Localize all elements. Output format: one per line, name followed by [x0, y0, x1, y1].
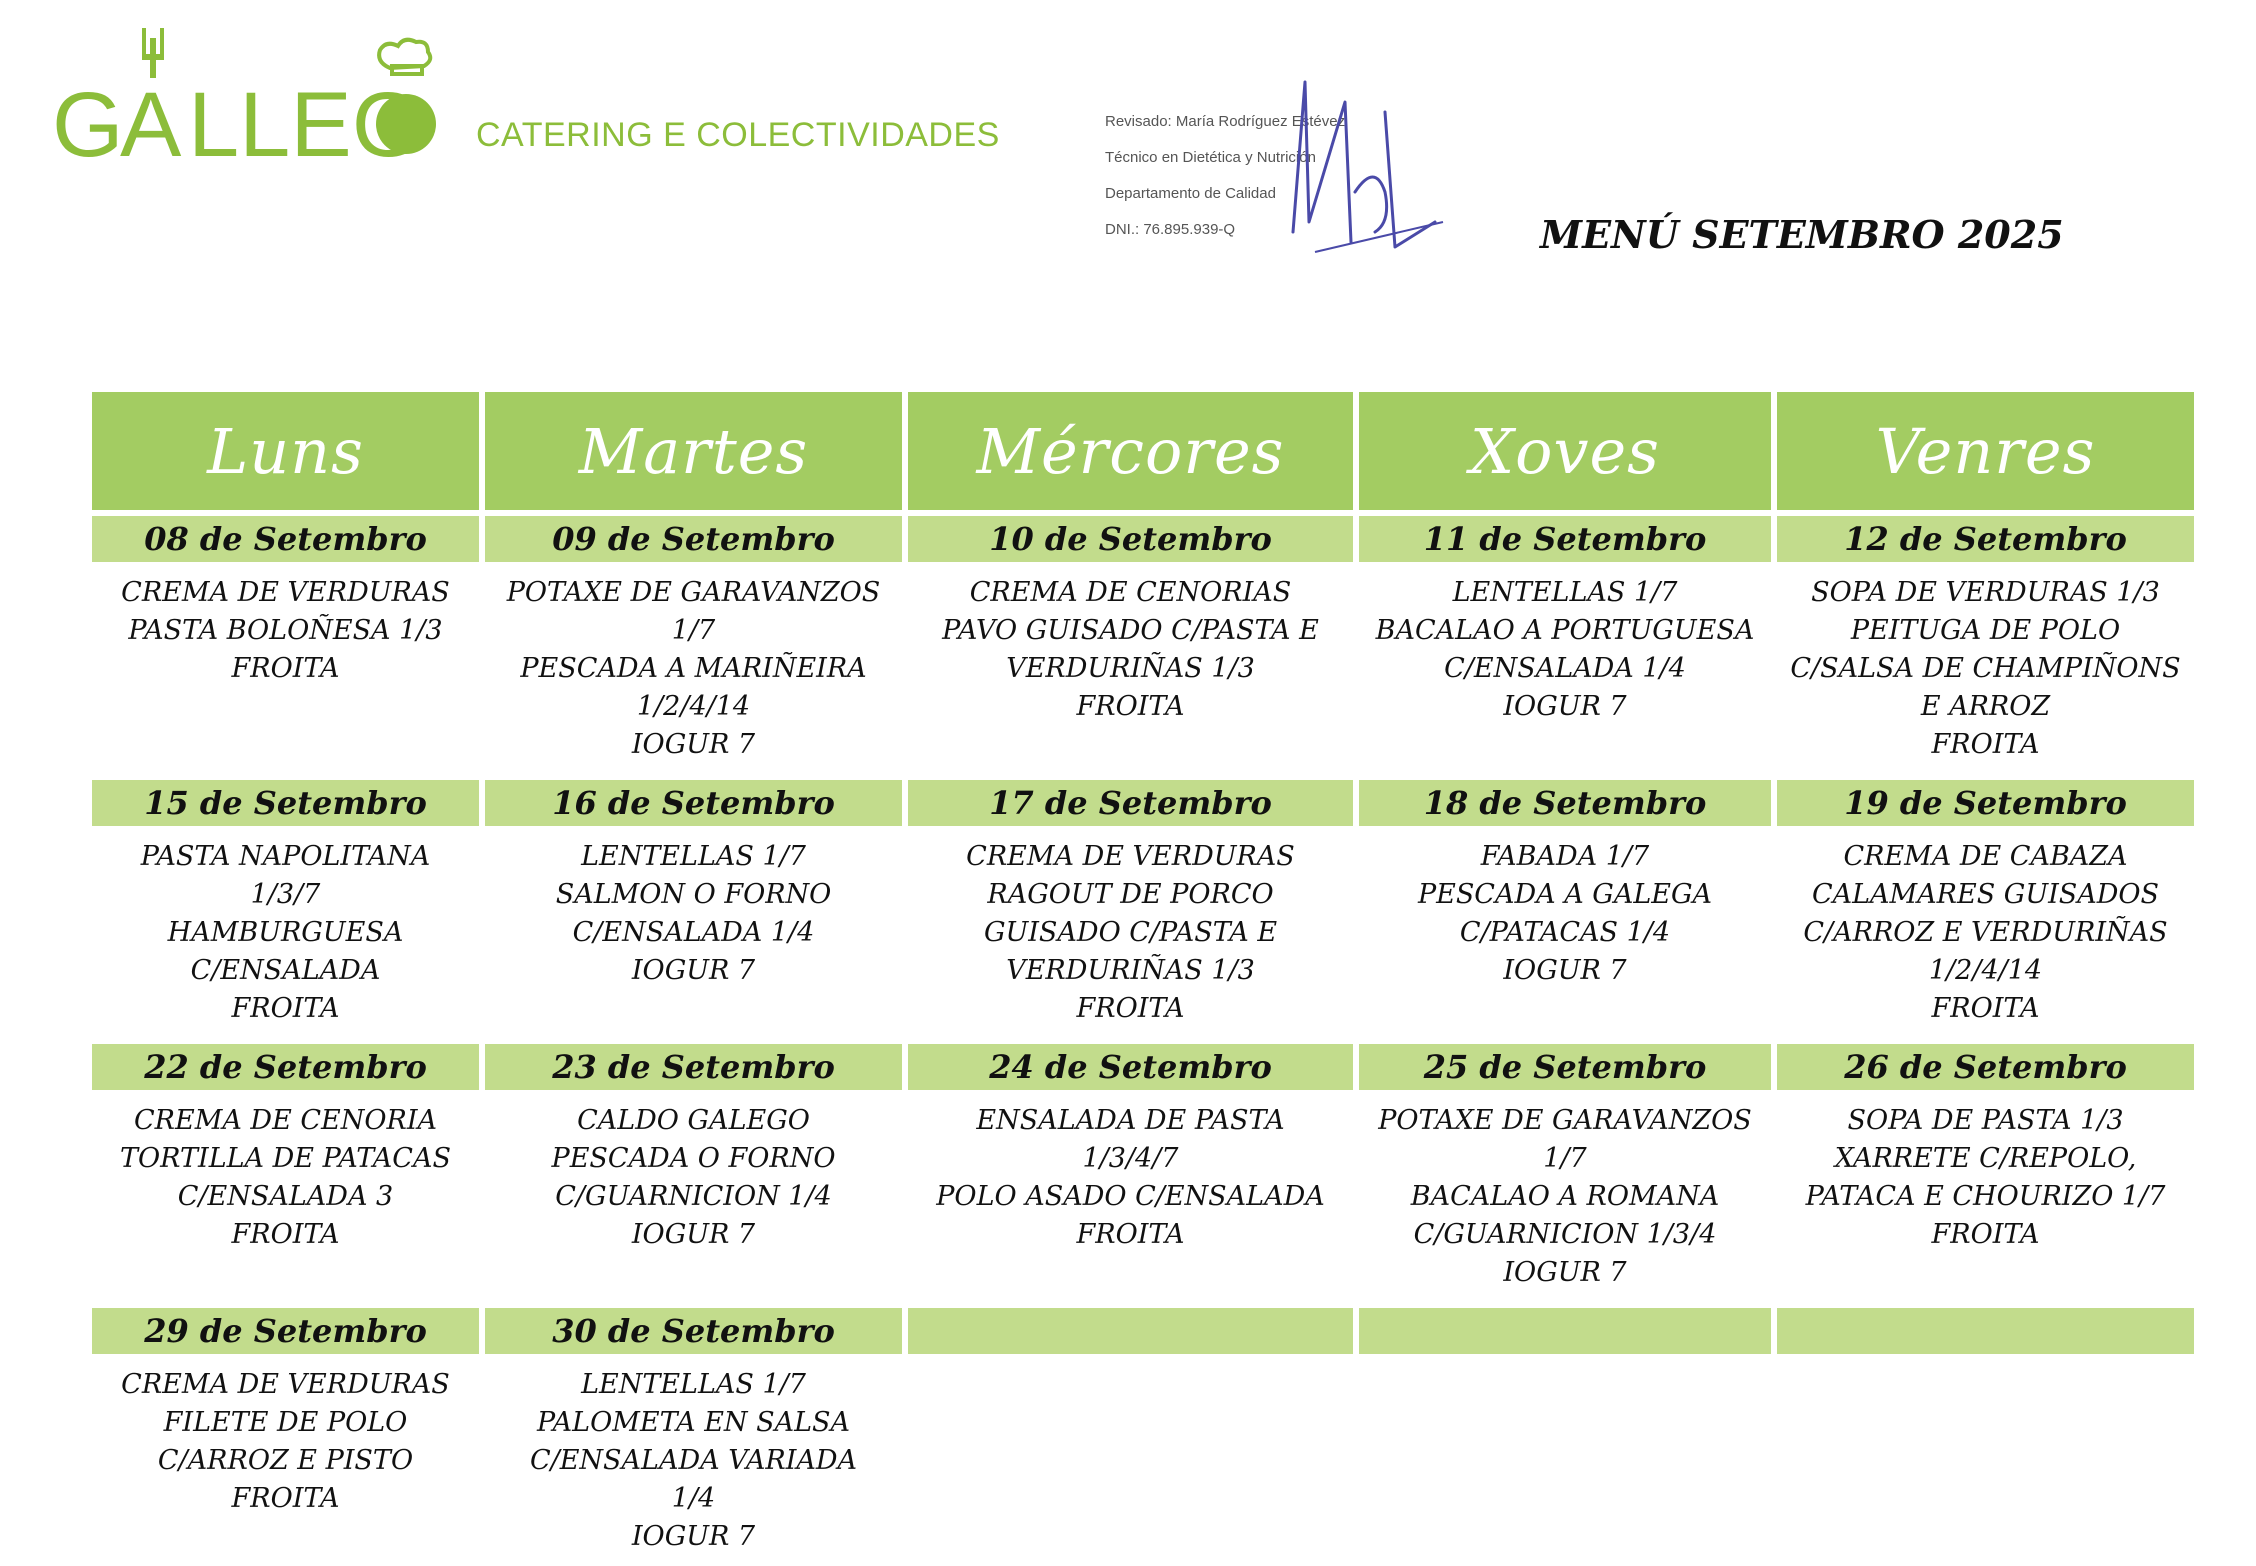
- menu-cell: [908, 832, 1353, 1038]
- menu-item: E ARROZ: [1920, 691, 2051, 722]
- menu-item: ENSALADA DE PASTA: [976, 1105, 1285, 1136]
- menu-cell: [908, 568, 1353, 774]
- menu-item: IOGUR 7: [631, 955, 756, 986]
- menu-item: C/ENSALADA 1/4: [1444, 653, 1686, 684]
- menu-cell: [1777, 568, 2194, 774]
- menu-item: C/ENSALADA 1/4: [572, 917, 815, 948]
- menu-cell-empty: [1777, 1360, 2194, 1566]
- menu-item: VERDURIÑAS 1/3: [1006, 955, 1255, 986]
- menu-item: C/SALSA DE CHAMPIÑONS: [1790, 653, 2181, 684]
- date-bar: 10 de Setembro: [908, 516, 1353, 562]
- date-bar: 17 de Setembro: [908, 780, 1353, 826]
- gallego-logo: [50, 28, 450, 158]
- menu-cell: [908, 1096, 1353, 1302]
- menu-item: PESCADA A MARIÑEIRA: [520, 653, 867, 684]
- menu-item: CREMA DE VERDURAS: [966, 841, 1295, 872]
- menu-cell: [1777, 1096, 2194, 1302]
- menu-item: CALAMARES GUISADOS: [1811, 879, 2160, 910]
- menu-title: MENÚ SETEMBRO 2025: [1540, 212, 2064, 257]
- menu-item: XARRETE C/REPOLO,: [1834, 1143, 2137, 1174]
- menu-item: 1/3/7: [250, 879, 321, 910]
- reviewer-dni: DNI.: 76.895.939-Q: [1105, 221, 1236, 238]
- menu-item: C/ENSALADA 3: [177, 1181, 394, 1212]
- signature-icon: [1285, 72, 1445, 257]
- date-bar: 22 de Setembro: [92, 1044, 479, 1090]
- menu-item: LENTELLAS 1/7: [581, 1369, 806, 1400]
- menu-item: 1/2/4/14: [636, 691, 751, 722]
- menu-cell-empty: [908, 1360, 1353, 1566]
- date-bar: 19 de Setembro: [1777, 780, 2194, 826]
- menu-item: FROITA: [1931, 993, 2040, 1024]
- menu-item: SALMON O FORNO: [555, 879, 832, 910]
- date-bar-empty: [1777, 1308, 2194, 1354]
- date-bar: 12 de Setembro: [1777, 516, 2194, 562]
- menu-item: CREMA DE VERDURAS: [121, 577, 450, 608]
- menu-item: HAMBURGUESA: [167, 917, 404, 948]
- menu-item: FROITA: [1076, 1219, 1185, 1250]
- menu-item: PALOMETA EN SALSA: [536, 1407, 851, 1438]
- menu-item: PASTA NAPOLITANA: [140, 841, 431, 872]
- reviewer-department: Departamento de Calidad: [1105, 185, 1276, 202]
- date-bar: 23 de Setembro: [485, 1044, 902, 1090]
- date-bar: 09 de Setembro: [485, 516, 902, 562]
- menu-item: POTAXE DE GARAVANZOS: [1378, 1105, 1752, 1136]
- svg-text:G: G: [52, 74, 124, 158]
- menu-cell-empty: [1359, 1360, 1771, 1566]
- menu-item: LENTELLAS 1/7: [1452, 577, 1678, 608]
- menu-item: CREMA DE CENORIAS: [969, 577, 1292, 608]
- menu-item: IOGUR 7: [631, 1521, 756, 1552]
- menu-item: PASTA BOLOÑESA 1/3: [128, 615, 443, 646]
- menu-cell: [92, 568, 479, 774]
- menu-item: FILETE DE POLO: [163, 1407, 408, 1438]
- menu-item: POLO ASADO C/ENSALADA: [936, 1181, 1325, 1212]
- date-bar: 16 de Setembro: [485, 780, 902, 826]
- date-bar: 30 de Setembro: [485, 1308, 902, 1354]
- menu-item: GUISADO C/PASTA E: [983, 917, 1278, 948]
- menu-item: C/ARROZ E VERDURIÑAS: [1803, 917, 2168, 948]
- date-bar: 11 de Setembro: [1359, 516, 1771, 562]
- logo-letters: [50, 28, 450, 158]
- menu-item: POTAXE DE GARAVANZOS: [506, 577, 881, 608]
- menu-item: PESCADA O FORNO: [551, 1143, 836, 1174]
- day-header-mercores: Mércores: [908, 392, 1353, 510]
- menu-item: 1/4: [671, 1483, 716, 1514]
- date-bar: 25 de Setembro: [1359, 1044, 1771, 1090]
- menu-item: CREMA DE CABAZA: [1843, 841, 2128, 872]
- tagline: CATERING E COLECTIVIDADES: [476, 116, 1000, 154]
- menu-item: CREMA DE CENORIA: [134, 1105, 437, 1136]
- svg-text:LLEG: LLEG: [188, 74, 424, 158]
- menu-item: SOPA DE PASTA 1/3: [1847, 1105, 2124, 1136]
- menu-cell: [485, 568, 902, 774]
- menu-item: RAGOUT DE PORCO: [987, 879, 1274, 910]
- menu-item: C/ENSALADA: [190, 955, 381, 986]
- menu-cell: [485, 832, 902, 1038]
- day-header-martes: Martes: [485, 392, 902, 510]
- menu-item: LENTELLAS 1/7: [581, 841, 806, 872]
- menu-item: FABADA 1/7: [1480, 841, 1650, 872]
- menu-cell: [1777, 832, 2194, 1038]
- date-bar-empty: [908, 1308, 1353, 1354]
- date-bar: 08 de Setembro: [92, 516, 479, 562]
- menu-item: IOGUR 7: [1503, 691, 1627, 722]
- menu-item: FROITA: [1931, 1219, 2040, 1250]
- menu-item: FROITA: [231, 1219, 340, 1250]
- day-header-venres: Venres: [1777, 392, 2194, 510]
- menu-item: IOGUR 7: [631, 1219, 756, 1250]
- menu-cell: [92, 832, 479, 1038]
- menu-item: IOGUR 7: [1503, 1257, 1627, 1288]
- page-header: [0, 0, 2256, 330]
- menu-item: PEITUGA DE POLO: [1850, 615, 2121, 646]
- menu-item: FROITA: [1076, 993, 1185, 1024]
- menu-item: PESCADA A GALEGA: [1417, 879, 1713, 910]
- menu-cell: [485, 1096, 902, 1302]
- menu-item: FROITA: [1931, 729, 2040, 760]
- menu-item: 1/7: [1543, 1143, 1587, 1174]
- date-bar: 18 de Setembro: [1359, 780, 1771, 826]
- menu-item: C/ARROZ E PISTO: [157, 1445, 414, 1476]
- menu-item: C/ENSALADA VARIADA: [529, 1445, 858, 1476]
- menu-grid: [92, 392, 2194, 1566]
- menu-cell: [1359, 832, 1771, 1038]
- menu-item: BACALAO A ROMANA: [1410, 1181, 1720, 1212]
- date-bar: 15 de Setembro: [92, 780, 479, 826]
- reviewer-role: Técnico en Dietética y Nutrición: [1105, 149, 1316, 166]
- day-header-xoves: Xoves: [1359, 392, 1771, 510]
- menu-item: FROITA: [231, 1483, 340, 1514]
- menu-item: IOGUR 7: [631, 729, 756, 760]
- menu-item: IOGUR 7: [1503, 955, 1627, 986]
- svg-text:A: A: [120, 74, 182, 158]
- menu-item: CALDO GALEGO: [577, 1105, 810, 1136]
- menu-item: CREMA DE VERDURAS: [121, 1369, 450, 1400]
- menu-item: FROITA: [231, 993, 340, 1024]
- day-header-luns: Luns: [92, 392, 479, 510]
- menu-item: BACALAO A PORTUGUESA: [1375, 615, 1755, 646]
- menu-item: FROITA: [231, 653, 340, 684]
- date-bar: 26 de Setembro: [1777, 1044, 2194, 1090]
- menu-item: C/GUARNICION 1/4: [555, 1181, 832, 1212]
- menu-cell: [1359, 1096, 1771, 1302]
- menu-item: TORTILLA DE PATACAS: [120, 1143, 451, 1174]
- menu-cell: [92, 1360, 479, 1566]
- menu-item: PAVO GUISADO C/PASTA E: [942, 615, 1319, 646]
- menu-cell: [1359, 568, 1771, 774]
- reviewer-name: Revisado: María Rodríguez Estévez: [1105, 113, 1346, 130]
- menu-item: 1/3/4/7: [1082, 1143, 1179, 1174]
- menu-item: SOPA DE VERDURAS 1/3: [1811, 577, 2160, 608]
- menu-item: FROITA: [1076, 691, 1185, 722]
- menu-item: VERDURIÑAS 1/3: [1006, 653, 1255, 684]
- menu-item: C/GUARNICION 1/3/4: [1413, 1219, 1717, 1250]
- menu-item: 1/2/4/14: [1928, 955, 2043, 986]
- menu-cell: [485, 1360, 902, 1566]
- menu-item: PATACA E CHOURIZO 1/7: [1805, 1181, 2166, 1212]
- date-bar: 24 de Setembro: [908, 1044, 1353, 1090]
- menu-item: 1/7: [671, 615, 716, 646]
- date-bar: 29 de Setembro: [92, 1308, 479, 1354]
- menu-item: C/PATACAS 1/4: [1459, 917, 1671, 948]
- date-bar-empty: [1359, 1308, 1771, 1354]
- menu-cell: [92, 1096, 479, 1302]
